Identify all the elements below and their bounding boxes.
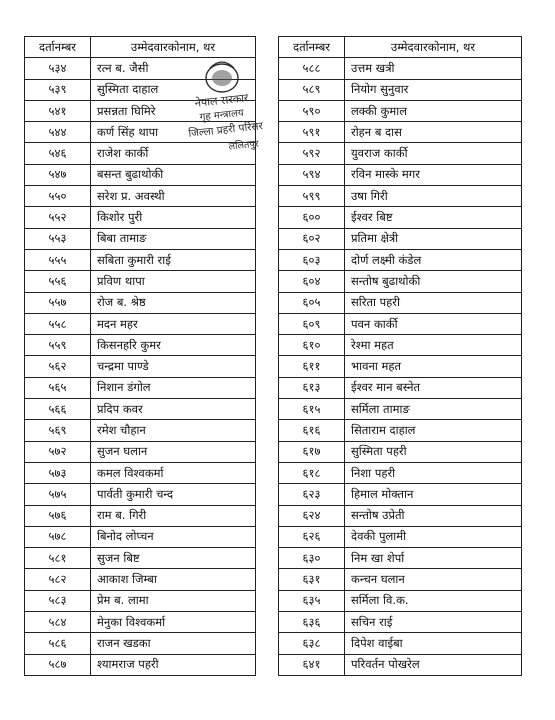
table-row: [279, 505, 522, 526]
candidate-name: प्रेम ब. लामा: [91, 590, 256, 611]
registration-number: ५४४: [25, 122, 91, 143]
candidate-name: भावना महत: [345, 356, 522, 377]
registration-number: ५७२: [25, 441, 91, 462]
registration-number: ६०९: [279, 313, 345, 334]
registration-number: ६०४: [279, 271, 345, 292]
table-row: [25, 228, 256, 249]
registration-number: ६२३: [279, 484, 345, 505]
registration-number: ५६९: [25, 420, 91, 441]
registration-number: ५५८: [25, 313, 91, 334]
registration-number: ५५३: [25, 228, 91, 249]
registration-number: ५९४: [279, 164, 345, 185]
candidate-name: उत्तम खत्री: [345, 58, 522, 79]
stamp-line-4: ललितपुर: [228, 138, 260, 153]
candidate-name: पार्वती कुमारी चन्द: [91, 484, 256, 505]
table-row: [279, 164, 522, 185]
registration-number: ६१६: [279, 420, 345, 441]
candidate-name: निशान डंगोल: [91, 377, 256, 398]
table-row: [279, 100, 522, 121]
registration-number: ६३१: [279, 569, 345, 590]
registration-number: ५८३: [25, 590, 91, 611]
candidate-name: रत्न ब. जैसी: [91, 58, 256, 79]
table-row: [25, 58, 256, 79]
stamp-line-1: नेपाल सरकार: [194, 91, 250, 110]
registration-number-header: दर्तानम्बर: [279, 37, 345, 58]
registration-number: ५९१: [279, 122, 345, 143]
registration-number: ५५७: [25, 292, 91, 313]
candidate-name: सुस्मिता पहरी: [345, 441, 522, 462]
registration-number: ५७६: [25, 505, 91, 526]
candidate-name: प्रतिमा क्षेत्री: [345, 228, 522, 249]
registration-number: ६१०: [279, 335, 345, 356]
table-row: [25, 590, 256, 611]
candidate-name: दिपेश वाईबा: [345, 633, 522, 654]
table-row: [25, 100, 256, 121]
table-row: [25, 122, 256, 143]
registration-number: ५८४: [25, 612, 91, 633]
registration-number: ५६५: [25, 377, 91, 398]
table-row: [279, 186, 522, 207]
table-row: [279, 590, 522, 611]
table-row: [279, 633, 522, 654]
table-row: [279, 462, 522, 483]
table-row: [279, 569, 522, 590]
registration-number: ६३८: [279, 633, 345, 654]
registration-number: ५८९: [279, 79, 345, 100]
candidate-name: कमल विश्वकर्मा: [91, 462, 256, 483]
table-row: [279, 271, 522, 292]
candidate-name: देवकी पुलामी: [345, 526, 522, 547]
table-row: [279, 377, 522, 398]
candidate-name: किशोर पुरी: [91, 207, 256, 228]
registration-number: ५६२: [25, 356, 91, 377]
registration-number: ५३४: [25, 58, 91, 79]
candidate-name: ईश्वर बिष्ट: [345, 207, 522, 228]
table-row: [25, 505, 256, 526]
table-row: [279, 207, 522, 228]
table-row: [25, 526, 256, 547]
table-row: [25, 313, 256, 334]
registration-number: ५७३: [25, 462, 91, 483]
candidate-name: रविन मास्के मगर: [345, 164, 522, 185]
candidate-name: सर्मिला वि.क.: [345, 590, 522, 611]
table-row: [25, 249, 256, 270]
candidate-name: प्रसन्नता घिमिरे: [91, 100, 256, 121]
candidate-name: सचिन राई: [345, 612, 522, 633]
candidate-name: रोज ब. श्रेष्ठ: [91, 292, 256, 313]
table-row: [25, 462, 256, 483]
candidate-name: बिबा तामाङ: [91, 228, 256, 249]
table-body-right: [279, 58, 522, 676]
table-row: [25, 207, 256, 228]
candidate-name: सरेश प्र. अवस्थी: [91, 186, 256, 207]
table-row: [279, 58, 522, 79]
table-row: [25, 143, 256, 164]
table-row: [279, 79, 522, 100]
candidate-name: सरिता पहरी: [345, 292, 522, 313]
registration-number: ५८६: [25, 633, 91, 654]
candidate-name: सिताराम दाहाल: [345, 420, 522, 441]
table-row: [25, 484, 256, 505]
stamp-line-2: गृह मन्त्रालय: [199, 107, 245, 124]
table-row: [25, 271, 256, 292]
candidate-name: सर्मिला तामाङ: [345, 399, 522, 420]
registration-number: ५४१: [25, 100, 91, 121]
table-row: [279, 143, 522, 164]
table-row: [279, 228, 522, 249]
registration-number: ५९२: [279, 143, 345, 164]
table-row: [279, 335, 522, 356]
candidate-name: सन्तोष उप्रेती: [345, 505, 522, 526]
registration-number: ५९९: [279, 186, 345, 207]
registration-number: ६११: [279, 356, 345, 377]
table-row: [25, 612, 256, 633]
registration-number: ५८८: [279, 58, 345, 79]
candidate-name: परिवर्तन पोखरेल: [345, 654, 522, 675]
registration-number: ६१३: [279, 377, 345, 398]
candidate-name: निशा पहरी: [345, 462, 522, 483]
registration-number: ५७८: [25, 526, 91, 547]
candidate-name: उषा गिरी: [345, 186, 522, 207]
candidate-name: कन्चन घलान: [345, 569, 522, 590]
table-row: [25, 569, 256, 590]
registration-number: ५५०: [25, 186, 91, 207]
registration-number: ५८२: [25, 569, 91, 590]
candidate-name: नियोग सुनुवार: [345, 79, 522, 100]
registration-number-header: दर्तानम्बर: [25, 37, 91, 58]
candidate-name: कर्ण सिंह थापा: [91, 122, 256, 143]
registration-number: ६२४: [279, 505, 345, 526]
table-row: [279, 654, 522, 675]
table-header-row: [25, 37, 256, 58]
registration-number: ५४६: [25, 143, 91, 164]
table-row: [25, 399, 256, 420]
registration-number: ५७५: [25, 484, 91, 505]
candidate-name: रमेश चौहान: [91, 420, 256, 441]
registration-number: ५५५: [25, 249, 91, 270]
table-row: [25, 79, 256, 100]
table-row: [25, 335, 256, 356]
registration-number: ५५२: [25, 207, 91, 228]
registration-number: ५५६: [25, 271, 91, 292]
table-row: [279, 313, 522, 334]
registration-number: ५५९: [25, 335, 91, 356]
registration-number: ६४१: [279, 654, 345, 675]
candidate-name: मदन महर: [91, 313, 256, 334]
candidate-name: प्रदिप कवर: [91, 399, 256, 420]
candidate-name: सुस्मिता दाहाल: [91, 79, 256, 100]
stamp-line-3: जिल्ला प्रहरी परिसर: [187, 120, 264, 140]
table-row: [279, 292, 522, 313]
table-row: [25, 292, 256, 313]
table-row: [279, 548, 522, 569]
table-row: [25, 420, 256, 441]
table-row: [279, 484, 522, 505]
candidate-name: किसनहरि कुमर: [91, 335, 256, 356]
candidate-table-left: [24, 36, 256, 676]
candidate-name: सबिता कुमारी राई: [91, 249, 256, 270]
registration-number: ६३६: [279, 612, 345, 633]
table-row: [279, 420, 522, 441]
candidate-name: रेश्मा महत: [345, 335, 522, 356]
table-row: [279, 441, 522, 462]
registration-number: ५३९: [25, 79, 91, 100]
registration-number: ६१७: [279, 441, 345, 462]
table-row: [25, 356, 256, 377]
candidate-name: पवन कार्की: [345, 313, 522, 334]
candidate-name: मेनुका विश्वकर्मा: [91, 612, 256, 633]
registration-number: ६३५: [279, 590, 345, 611]
candidate-name: राम ब. गिरी: [91, 505, 256, 526]
table-row: [279, 122, 522, 143]
candidate-name: ईश्वर मान बस्नेत: [345, 377, 522, 398]
candidate-name: हिमाल मोक्तान: [345, 484, 522, 505]
candidate-name: लक्की कुमाल: [345, 100, 522, 121]
candidate-name: आकाश जिम्बा: [91, 569, 256, 590]
candidate-name: निम खा शेर्पा: [345, 548, 522, 569]
candidate-name: चन्द्रमा पाण्डे: [91, 356, 256, 377]
candidate-name: रोहन ब दास: [345, 122, 522, 143]
candidate-name: दोर्ण लक्ष्मी कंडेल: [345, 249, 522, 270]
candidate-name-header: उम्मेदवारकोनाम, थर: [91, 37, 256, 58]
registration-number: ६०५: [279, 292, 345, 313]
table-row: [25, 164, 256, 185]
candidate-name: श्यामराज पहरी: [91, 654, 256, 675]
registration-number: ५८७: [25, 654, 91, 675]
registration-number: ५६६: [25, 399, 91, 420]
candidate-name: बसन्त बुढाथोकी: [91, 164, 256, 185]
table-row: [279, 612, 522, 633]
candidate-name: सन्तोष बुढाथोकी: [345, 271, 522, 292]
registration-number: ५८१: [25, 548, 91, 569]
candidate-table-right: [278, 36, 522, 676]
table-row: [25, 654, 256, 675]
table-row: [25, 186, 256, 207]
table-row: [279, 399, 522, 420]
registration-number: ६०२: [279, 228, 345, 249]
registration-number: ६००: [279, 207, 345, 228]
candidate-name: राजेश कार्की: [91, 143, 256, 164]
table-row: [25, 633, 256, 654]
table-row: [25, 441, 256, 462]
table-header-row: [279, 37, 522, 58]
registration-number: ५४७: [25, 164, 91, 185]
candidate-name: सुजन बिष्ट: [91, 548, 256, 569]
table-row: [25, 548, 256, 569]
registration-number: ६२६: [279, 526, 345, 547]
candidate-name: प्रविण थापा: [91, 271, 256, 292]
table-row: [279, 249, 522, 270]
candidate-name: युवराज कार्की: [345, 143, 522, 164]
table-row: [25, 377, 256, 398]
registration-number: ६०३: [279, 249, 345, 270]
candidate-name: बिनोद लोप्चन: [91, 526, 256, 547]
registration-number: ६१५: [279, 399, 345, 420]
candidate-name-header: उम्मेदवारकोनाम, थर: [345, 37, 522, 58]
table-body-left: [25, 58, 256, 676]
registration-number: ६१८: [279, 462, 345, 483]
candidate-name: सुजन घलान: [91, 441, 256, 462]
registration-number: ६३०: [279, 548, 345, 569]
candidate-name: राजन खडका: [91, 633, 256, 654]
table-row: [279, 356, 522, 377]
registration-number: ५९०: [279, 100, 345, 121]
table-row: [279, 526, 522, 547]
